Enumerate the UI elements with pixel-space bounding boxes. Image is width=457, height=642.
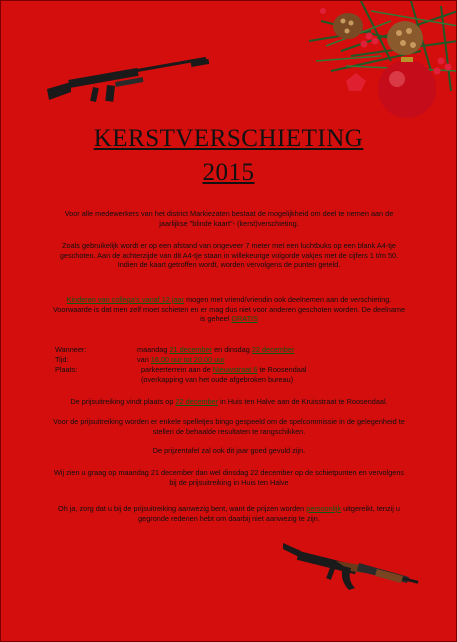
when-prefix: maandag [137, 345, 170, 354]
schedule-place-note [55, 375, 375, 385]
when-date2-link[interactable]: 22 december [251, 345, 295, 354]
prize-prefix: De prijsuitreiking vindt plaats op [70, 397, 176, 406]
page-title: KERSTVERSCHIETING [93, 125, 364, 152]
assault-rifle-icon [281, 533, 421, 603]
prize-table: De prijzentafel zal ook dit jaar goed gevuld zijn. [152, 446, 306, 455]
when-label: Wanneer: [55, 345, 87, 354]
gratis-link[interactable]: GRATIS [231, 314, 258, 323]
place-suffix: te Roosendaal [257, 365, 307, 374]
closing-paragraph [51, 504, 407, 523]
prize-location [51, 397, 407, 407]
time-value-link[interactable]: 16.00 uur tot 20.00 uur [150, 355, 225, 364]
personal-link[interactable]: persoonlijk [306, 504, 342, 513]
closing-prefix: Oh ja, zorg dat u bij de prijsuitreiking aanwezig bent, want de prijzen worden [58, 504, 307, 513]
place-prefix: parkeerterrein aan de [141, 365, 213, 374]
kids-link[interactable]: Kinderen van collega's vanaf 12 jaar [66, 295, 185, 304]
rules-paragraph: Zoals gebruikelijk wordt er op een afstand van ongeveer 7 meter met een luchtbuks op een blank A4-tje geschoten. Aan de achterzijde van dit A4-tje staan in willekeurige volgorde vakjes met de cijfers 1 t/m 50. Indien de kaart getroffen wordt, worden vervolgens de punten geteld. [59, 241, 399, 269]
place-note: (overkapping van het oude afgebroken bureau) [141, 375, 294, 384]
page-title-year: 2015 [202, 159, 255, 186]
closing-suffix: uitgereikt, tenzij u gegronde redenen hebt om daarbij niet aanwezig te zijn. [138, 504, 400, 523]
time-prefix: van [137, 355, 151, 364]
schedule-place [55, 365, 375, 375]
kids-text: mogen met vriend/vriendin ook deelnemen aan de verschieting. Voorwaarde is dat men zelf moet schieten en er mag dus niet voor anderen geschoten worden. De deelname is geheel [52, 295, 406, 323]
schedule-when [55, 345, 375, 355]
schedule-time [55, 355, 375, 365]
rifle-icon [41, 56, 216, 116]
place-link[interactable]: Nieuwstraat 6 [212, 365, 258, 374]
prize-date-link[interactable]: 22 december [175, 397, 219, 406]
intro-paragraph: Voor alle medewerkers van het district Markiezaten bestaat de mogelijkheid om deel te nemen aan de jaarlijkse "blinde kaart"- (kerst)verschieting. [64, 209, 394, 228]
christmas-ornament-icon [301, 1, 457, 121]
when-middle: en dinsdag [212, 345, 252, 354]
prize-bingo: Voor de prijsuitreiking worden er enkele spelletjes bingo gespeeld om de spelcommissie in de gelegenheid te stellen de behaalde resultaten te rangschikken. [53, 417, 405, 436]
time-label: Tijd: [55, 355, 69, 364]
when-date1-link[interactable]: 21 december [169, 345, 213, 354]
place-label: Plaats: [55, 365, 78, 374]
see-you-paragraph: Wij zien u graag op maandag 21 december dan wel dinsdag 22 december op de schietpunten en vervolgens bij de prijsuitreiking in Huis ten Halve [53, 468, 405, 487]
kids-paragraph [51, 295, 407, 324]
prize-suffix: in Huis ten Halve aan de Kruisstraat te Roosendaal. [218, 397, 388, 406]
